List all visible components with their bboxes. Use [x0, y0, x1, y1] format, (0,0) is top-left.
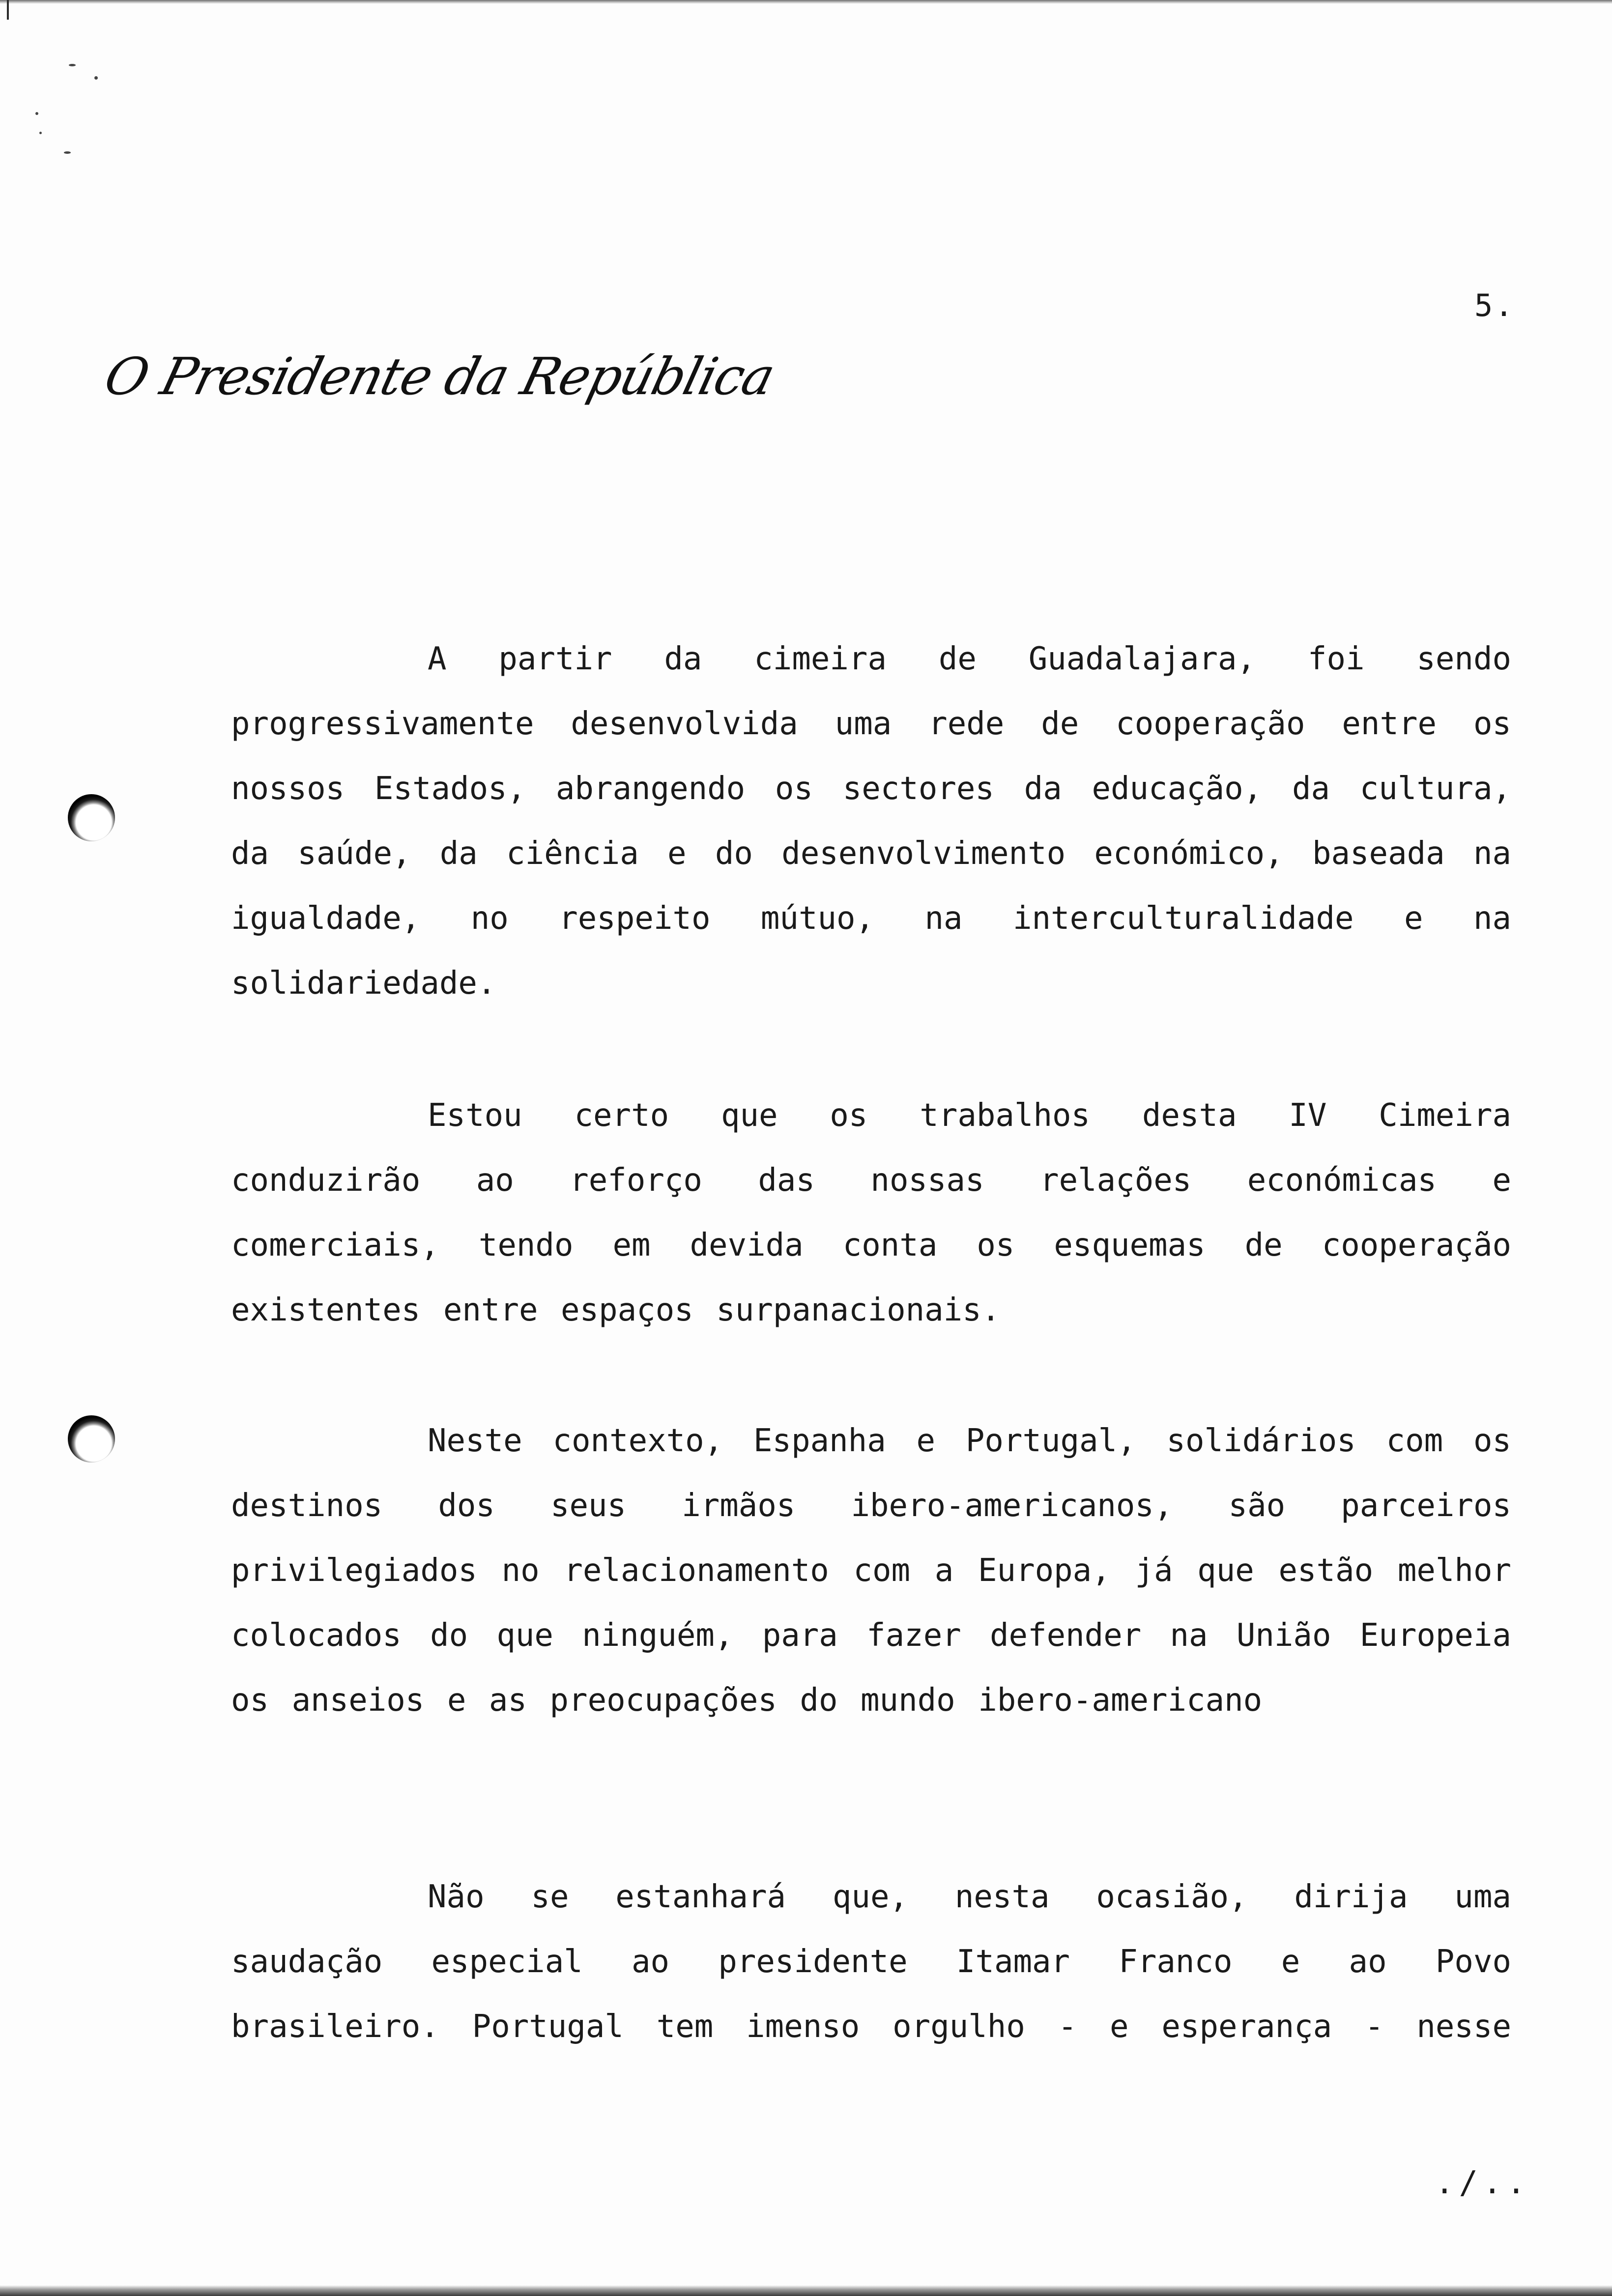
continuation-mark: ./.. [1435, 2165, 1531, 2201]
punch-hole [68, 1415, 115, 1463]
letterhead-script [98, 329, 780, 428]
body-paragraph: Não se estanhará que, nesta ocasião, dirija uma saudação especial ao presidente Itamar Franco e ao Povo brasileiro. Portugal tem imenso orgulho - e esperança - nesse [231, 1879, 1511, 2045]
scan-left-mark [7, 0, 9, 20]
body-paragraph: Estou certo que os trabalhos desta IV Cimeira conduzirão ao reforço das nossas relações económicas e comerciais, tendo em devida conta os esquemas de cooperação existentes entre espaços surpanacionais. [231, 1097, 1511, 1328]
page-number: 5. [1474, 287, 1515, 323]
letterhead-text: O Presidente da República [98, 346, 780, 406]
scan-speck [35, 112, 38, 115]
scan-speck [94, 76, 98, 80]
scan-speck [39, 132, 42, 134]
scan-speck [69, 64, 76, 66]
scan-bottom-edge [0, 2285, 1612, 2296]
punch-hole [68, 794, 115, 841]
scan-top-edge [0, 0, 1612, 4]
body-paragraph: Neste contexto, Espanha e Portugal, solidários com os destinos dos seus irmãos ibero-americanos, são parceiros privilegiados no relacionamento com a Europa, já que estão melhor colocados do que ninguém, para fazer defender na União Europeia os anseios e as preocupações do mundo ibero-americano [231, 1423, 1511, 1719]
scan-speck [64, 151, 71, 154]
body-paragraph: A partir da cimeira de Guadalajara, foi sendo progressivamente desenvolvida uma rede de cooperação entre os nossos Estados, abrangendo os sectores da educação, da cultura, da saúde, da ciência e do desenvolvimento económico, baseada na igualdade, no respeito mútuo, na interculturalidade e na solidariedade. [231, 641, 1511, 1002]
